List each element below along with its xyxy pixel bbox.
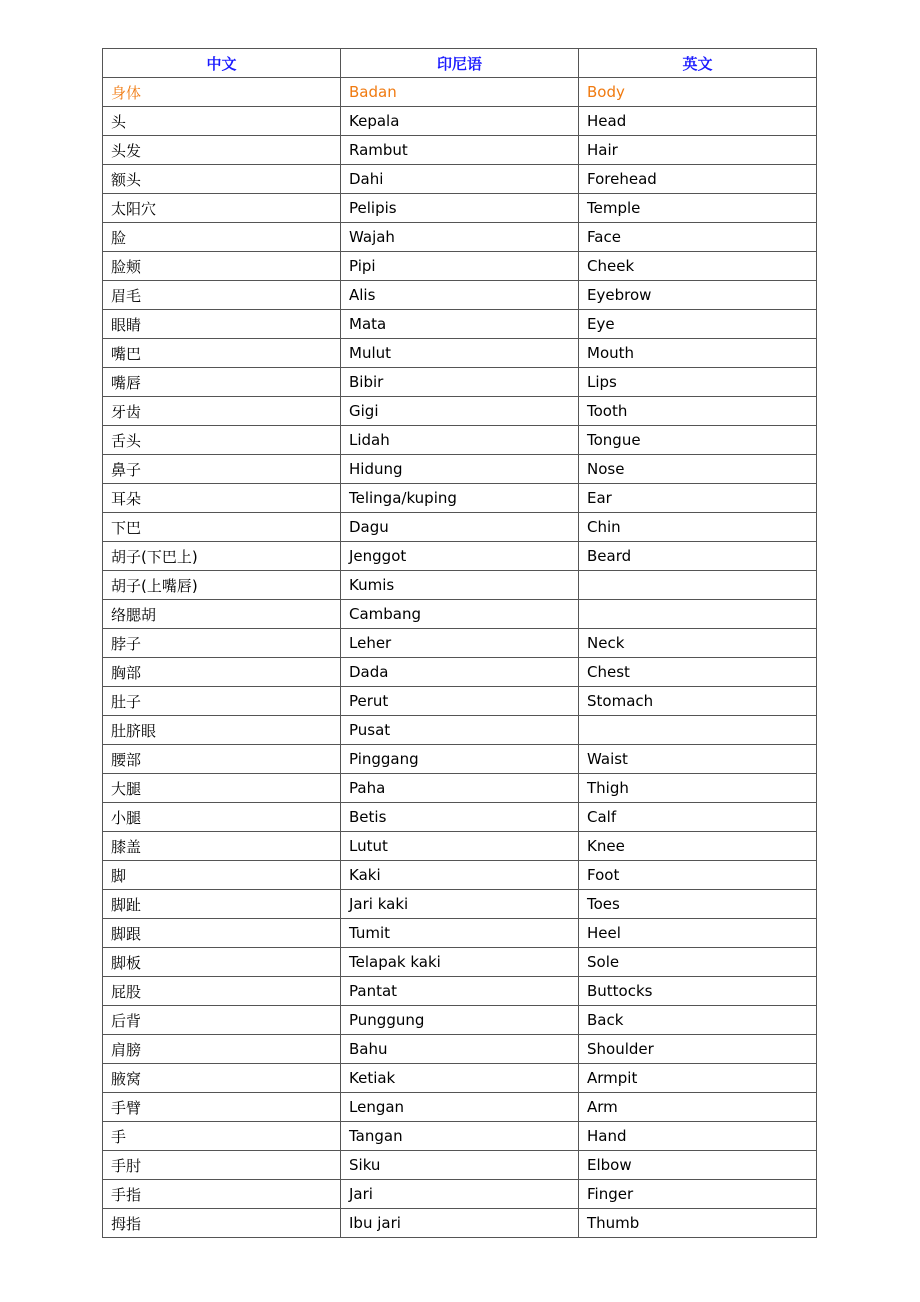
cell-chinese: 大腿 (103, 774, 341, 803)
vocabulary-table (102, 48, 817, 1238)
cell-indonesian: Cambang (341, 600, 579, 629)
cell-english: Toes (579, 890, 817, 919)
cell-indonesian: Kumis (341, 571, 579, 600)
cell-english: Temple (579, 194, 817, 223)
cell-english: Chin (579, 513, 817, 542)
header-english: 英文 (579, 49, 817, 78)
cell-english (579, 571, 817, 600)
cell-indonesian: Hidung (341, 455, 579, 484)
table-row (103, 832, 817, 861)
cell-chinese: 腋窝 (103, 1064, 341, 1093)
cell-indonesian: Punggung (341, 1006, 579, 1035)
cell-english: Finger (579, 1180, 817, 1209)
cell-english: Tooth (579, 397, 817, 426)
table-row (103, 1006, 817, 1035)
cell-english: Hair (579, 136, 817, 165)
table-row (103, 1151, 817, 1180)
cell-english: Lips (579, 368, 817, 397)
cell-chinese: 脚板 (103, 948, 341, 977)
cell-indonesian: Jari kaki (341, 890, 579, 919)
cell-english: Head (579, 107, 817, 136)
cell-indonesian: Mulut (341, 339, 579, 368)
table-row (103, 716, 817, 745)
cell-chinese: 头发 (103, 136, 341, 165)
table-row (103, 745, 817, 774)
table-row (103, 1035, 817, 1064)
cell-english: Mouth (579, 339, 817, 368)
section-indonesian: Badan (341, 78, 579, 107)
cell-chinese: 手指 (103, 1180, 341, 1209)
cell-indonesian: Dada (341, 658, 579, 687)
cell-english: Chest (579, 658, 817, 687)
table-row (103, 542, 817, 571)
cell-indonesian: Pusat (341, 716, 579, 745)
cell-english (579, 600, 817, 629)
section-chinese: 身体 (103, 78, 341, 107)
table-body (103, 78, 817, 1238)
table-row (103, 368, 817, 397)
table-row (103, 397, 817, 426)
cell-english: Eyebrow (579, 281, 817, 310)
table-row (103, 339, 817, 368)
table-row (103, 629, 817, 658)
table-row (103, 1209, 817, 1238)
cell-english (579, 716, 817, 745)
cell-chinese: 胡子(下巴上) (103, 542, 341, 571)
cell-english: Foot (579, 861, 817, 890)
cell-english: Forehead (579, 165, 817, 194)
cell-chinese: 牙齿 (103, 397, 341, 426)
cell-indonesian: Jenggot (341, 542, 579, 571)
cell-english: Eye (579, 310, 817, 339)
table-row (103, 165, 817, 194)
cell-indonesian: Tangan (341, 1122, 579, 1151)
cell-chinese: 脚跟 (103, 919, 341, 948)
cell-english: Nose (579, 455, 817, 484)
cell-chinese: 鼻子 (103, 455, 341, 484)
table-row (103, 310, 817, 339)
table-row (103, 861, 817, 890)
cell-english: Buttocks (579, 977, 817, 1006)
table-row (103, 919, 817, 948)
cell-indonesian: Kaki (341, 861, 579, 890)
cell-english: Shoulder (579, 1035, 817, 1064)
cell-english: Back (579, 1006, 817, 1035)
table-row (103, 571, 817, 600)
table-row (103, 658, 817, 687)
cell-indonesian: Pinggang (341, 745, 579, 774)
table-row (103, 774, 817, 803)
cell-indonesian: Telinga/kuping (341, 484, 579, 513)
cell-chinese: 下巴 (103, 513, 341, 542)
table-row (103, 687, 817, 716)
cell-english: Armpit (579, 1064, 817, 1093)
cell-chinese: 脸 (103, 223, 341, 252)
cell-english: Calf (579, 803, 817, 832)
cell-chinese: 胸部 (103, 658, 341, 687)
cell-chinese: 膝盖 (103, 832, 341, 861)
cell-indonesian: Pelipis (341, 194, 579, 223)
cell-indonesian: Leher (341, 629, 579, 658)
table-row (103, 890, 817, 919)
cell-indonesian: Ketiak (341, 1064, 579, 1093)
cell-indonesian: Siku (341, 1151, 579, 1180)
section-row (103, 78, 817, 107)
cell-indonesian: Alis (341, 281, 579, 310)
cell-indonesian: Gigi (341, 397, 579, 426)
cell-indonesian: Lengan (341, 1093, 579, 1122)
table-row (103, 977, 817, 1006)
header-chinese: 中文 (103, 49, 341, 78)
cell-chinese: 小腿 (103, 803, 341, 832)
cell-indonesian: Telapak kaki (341, 948, 579, 977)
table-row (103, 426, 817, 455)
section-english: Body (579, 78, 817, 107)
table-row (103, 484, 817, 513)
cell-indonesian: Paha (341, 774, 579, 803)
cell-indonesian: Wajah (341, 223, 579, 252)
table-row (103, 513, 817, 542)
cell-english: Face (579, 223, 817, 252)
table-row (103, 194, 817, 223)
table-row (103, 948, 817, 977)
cell-indonesian: Kepala (341, 107, 579, 136)
cell-indonesian: Ibu jari (341, 1209, 579, 1238)
table-row (103, 107, 817, 136)
cell-chinese: 手 (103, 1122, 341, 1151)
table-row (103, 1122, 817, 1151)
table-row (103, 600, 817, 629)
cell-english: Stomach (579, 687, 817, 716)
table-row (103, 281, 817, 310)
cell-chinese: 脚趾 (103, 890, 341, 919)
cell-chinese: 手肘 (103, 1151, 341, 1180)
cell-english: Cheek (579, 252, 817, 281)
cell-english: Knee (579, 832, 817, 861)
cell-chinese: 肩膀 (103, 1035, 341, 1064)
cell-english: Beard (579, 542, 817, 571)
cell-english: Arm (579, 1093, 817, 1122)
cell-chinese: 舌头 (103, 426, 341, 455)
cell-indonesian: Bahu (341, 1035, 579, 1064)
cell-chinese: 腰部 (103, 745, 341, 774)
cell-chinese: 屁股 (103, 977, 341, 1006)
cell-chinese: 太阳穴 (103, 194, 341, 223)
cell-indonesian: Bibir (341, 368, 579, 397)
cell-english: Heel (579, 919, 817, 948)
cell-chinese: 眼睛 (103, 310, 341, 339)
table-row (103, 455, 817, 484)
cell-indonesian: Lidah (341, 426, 579, 455)
table-row (103, 1093, 817, 1122)
cell-chinese: 络腮胡 (103, 600, 341, 629)
cell-chinese: 耳朵 (103, 484, 341, 513)
cell-english: Thigh (579, 774, 817, 803)
table-row (103, 136, 817, 165)
cell-english: Waist (579, 745, 817, 774)
table-row (103, 1064, 817, 1093)
cell-chinese: 脖子 (103, 629, 341, 658)
cell-english: Hand (579, 1122, 817, 1151)
table-row (103, 223, 817, 252)
cell-indonesian: Dagu (341, 513, 579, 542)
header-indonesian: 印尼语 (341, 49, 579, 78)
cell-indonesian: Dahi (341, 165, 579, 194)
cell-indonesian: Pipi (341, 252, 579, 281)
table-row (103, 252, 817, 281)
cell-indonesian: Rambut (341, 136, 579, 165)
cell-indonesian: Jari (341, 1180, 579, 1209)
cell-indonesian: Perut (341, 687, 579, 716)
cell-chinese: 胡子(上嘴唇) (103, 571, 341, 600)
cell-indonesian: Mata (341, 310, 579, 339)
cell-english: Tongue (579, 426, 817, 455)
cell-chinese: 嘴巴 (103, 339, 341, 368)
cell-chinese: 肚子 (103, 687, 341, 716)
cell-chinese: 嘴唇 (103, 368, 341, 397)
cell-indonesian: Tumit (341, 919, 579, 948)
cell-english: Sole (579, 948, 817, 977)
table-row (103, 803, 817, 832)
cell-english: Neck (579, 629, 817, 658)
cell-chinese: 拇指 (103, 1209, 341, 1238)
cell-indonesian: Lutut (341, 832, 579, 861)
cell-chinese: 头 (103, 107, 341, 136)
cell-english: Thumb (579, 1209, 817, 1238)
header-row (103, 49, 817, 78)
cell-english: Ear (579, 484, 817, 513)
cell-chinese: 眉毛 (103, 281, 341, 310)
cell-chinese: 后背 (103, 1006, 341, 1035)
cell-chinese: 脚 (103, 861, 341, 890)
cell-chinese: 脸颊 (103, 252, 341, 281)
cell-indonesian: Pantat (341, 977, 579, 1006)
cell-chinese: 手臂 (103, 1093, 341, 1122)
table-row (103, 1180, 817, 1209)
cell-chinese: 肚脐眼 (103, 716, 341, 745)
cell-chinese: 额头 (103, 165, 341, 194)
cell-english: Elbow (579, 1151, 817, 1180)
cell-indonesian: Betis (341, 803, 579, 832)
